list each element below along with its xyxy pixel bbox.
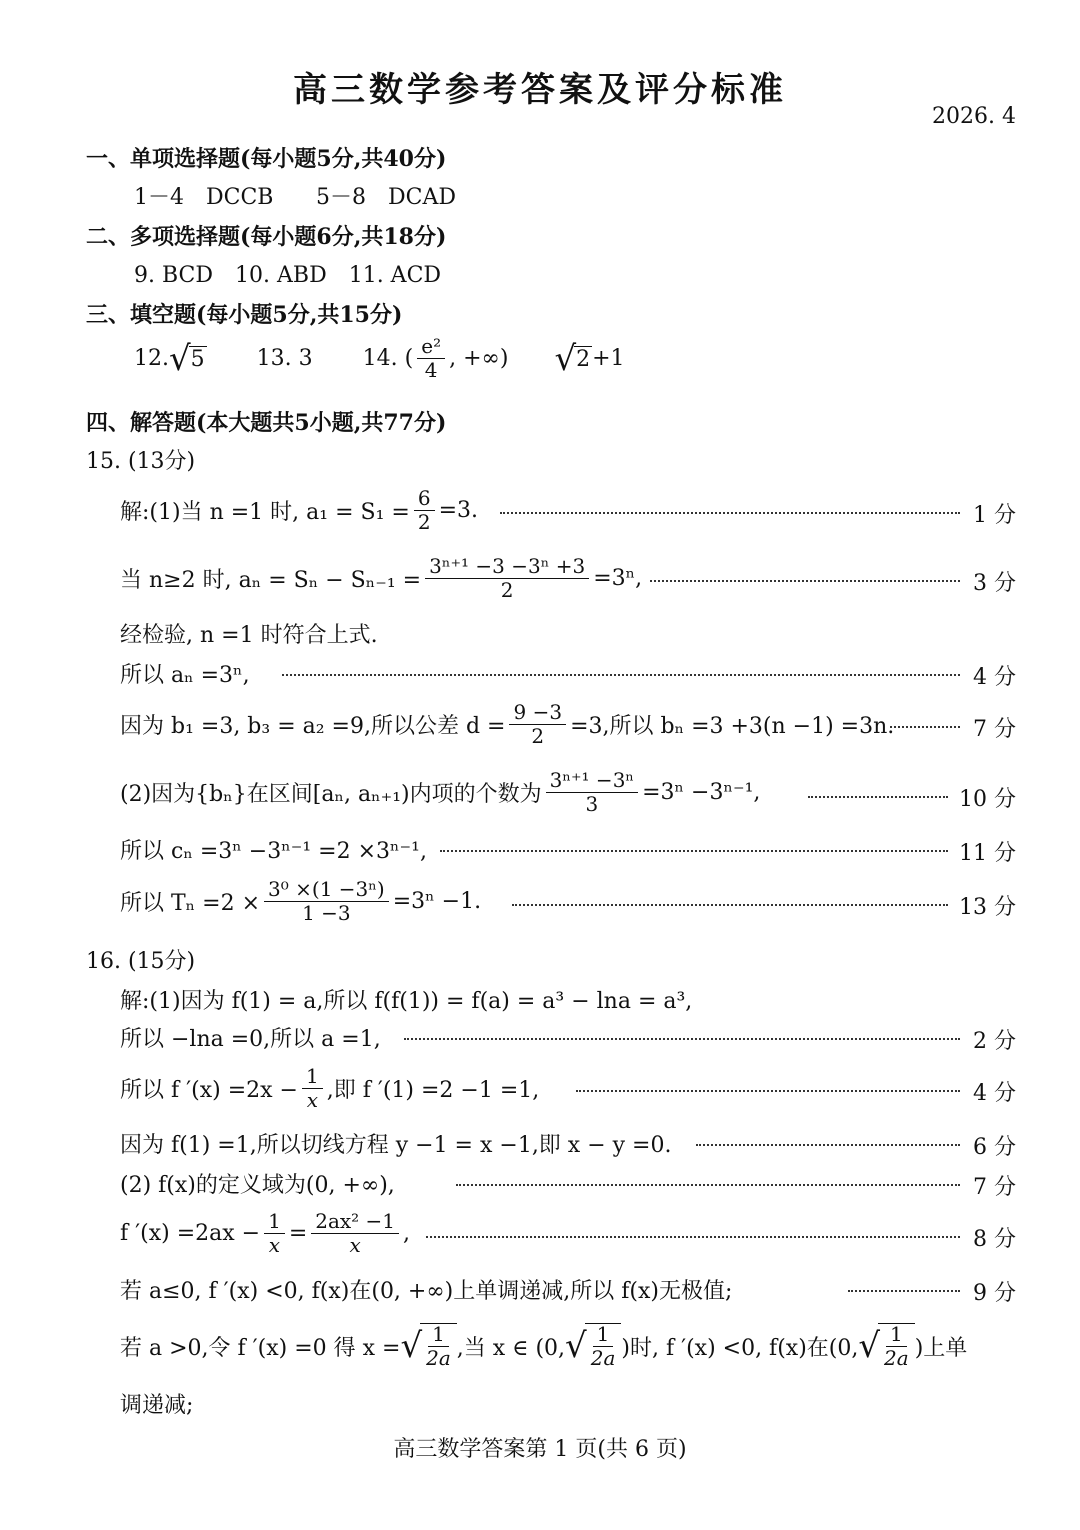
- q16-l6-fraction-1: [264, 1208, 285, 1257]
- q14-fraction: [417, 336, 445, 381]
- section-1-answers-a: 1－4 DCCB: [134, 185, 274, 210]
- q15-l8-fraction: [264, 876, 389, 925]
- q14-prefix: 14. (: [362, 346, 414, 371]
- q15-l2-post: =3ⁿ,: [593, 565, 643, 591]
- q15-l5-points: 7 分: [973, 717, 1016, 742]
- q15-header: 15. (13分): [86, 449, 196, 474]
- q16-l8-rad-den-3: 2a: [884, 1346, 909, 1370]
- q16-l8-rad-den-2: 2a: [590, 1346, 616, 1370]
- q16-l6-den2: x: [349, 1232, 361, 1257]
- q15-l1-fraction: [414, 485, 435, 534]
- q16-l4-points: 6 分: [973, 1135, 1016, 1160]
- exam-date: 2026. 4: [932, 104, 1016, 129]
- q15-l4-points: 4 分: [973, 665, 1016, 690]
- q15-l2-points: 3 分: [973, 571, 1016, 596]
- q15-l5-fraction: [509, 699, 566, 748]
- page-footer: 高三数学答案第 1 页(共 6 页): [393, 1437, 687, 1462]
- q16-l8-sqrt-3: √ $\frac{1}{2a}$: [858, 1323, 914, 1369]
- q15-l1-post: =3.: [438, 497, 478, 523]
- page-title: 高三数学参考答案及评分标准: [293, 70, 787, 110]
- leader-dots: [512, 904, 948, 906]
- section-4-heading: 四、解答题(本大题共5小题,共77分): [86, 410, 447, 436]
- q16-line-2: 所以 −lna =0,所以 a =1,: [120, 1027, 381, 1052]
- q14-numerator: e²: [417, 336, 445, 359]
- q16-l8-rad-num-2: 1: [593, 1324, 614, 1347]
- q15-l6-post: =3ⁿ −3ⁿ⁻¹,: [642, 779, 761, 805]
- q16-l5-points: 7 分: [973, 1175, 1016, 1200]
- q15-l2-den: 2: [500, 577, 514, 602]
- q15-l5-den: 2: [531, 723, 545, 748]
- leader-dots: [848, 1290, 960, 1292]
- q16-line-7: 若 a≤0, f ′(x) <0, f(x)在(0, +∞)上单调递减,所以 f(x)无极值;: [120, 1279, 733, 1304]
- q15-l1-num: 6: [414, 488, 435, 511]
- q15-l8-points: 13 分: [959, 895, 1016, 920]
- q15-l6-points: 10 分: [959, 787, 1016, 812]
- q15-line-1: [120, 484, 478, 536]
- q15-line-6: [120, 764, 760, 820]
- q16-l6-points: 8 分: [973, 1227, 1016, 1252]
- q16-l6-num1: 1: [264, 1211, 285, 1234]
- q16-l8-rad-den-1: 2a: [426, 1346, 451, 1370]
- leader-dots: [282, 674, 960, 676]
- q16-l8-rad-num-3: 1: [886, 1324, 907, 1347]
- q12-value: 5: [190, 346, 205, 372]
- q16-l6-num2: 2ax² −1: [311, 1211, 399, 1234]
- q15-line-2: [120, 550, 642, 606]
- section-1-answers-b: 5－8 DCAD: [316, 185, 456, 210]
- q16-l3-den: x: [306, 1087, 318, 1112]
- q16-line-3: [120, 1060, 539, 1116]
- leader-dots: [576, 1090, 960, 1092]
- q16-l8-sqrt-2: √ $\frac{1}{2a}$: [565, 1323, 621, 1369]
- q14b-suffix: +1: [592, 346, 625, 371]
- q16-line-4: 因为 f(1) =1,所以切线方程 y −1 = x −1,即 x − y =0.: [120, 1133, 672, 1158]
- q16-l6-den1: x: [268, 1232, 281, 1257]
- q15-l5-num: 9 −3: [509, 702, 566, 725]
- q16-l8-text-b: ,当 x ∈ (0,: [456, 1335, 566, 1361]
- q16-line-6: [120, 1204, 410, 1262]
- q16-line-1: 解:(1)因为 f(1) = a,所以 f(f(1)) = f(a) = a³ − lna = a³,: [120, 989, 693, 1014]
- q16-header: 16. (15分): [86, 949, 196, 974]
- section-2-heading: 二、多项选择题(每小题6分,共18分): [86, 224, 447, 250]
- q15-l2-num: 3ⁿ⁺¹ −3 −3ⁿ +3: [425, 556, 589, 579]
- q15-l8-den: 1 −3: [302, 900, 351, 925]
- q16-l3-post: ,即 f ′(1) =2 −1 =1,: [326, 1077, 540, 1103]
- q16-l8-text-a: 若 a >0,令 f ′(x) =0 得 x =: [120, 1335, 401, 1361]
- q15-line-7: 所以 cₙ =3ⁿ −3ⁿ⁻¹ =2 ×3ⁿ⁻¹,: [120, 839, 427, 864]
- q15-l5-post: =3,所以 bₙ =3 +3(n −1) =3n.: [570, 713, 895, 739]
- q15-l5-text: 因为 b₁ =3, b₃ = a₂ =9,所以公差 d =: [120, 713, 506, 739]
- section-3-heading: 三、填空题(每小题5分,共15分): [86, 302, 403, 328]
- q15-l8-post: =3ⁿ −1.: [392, 888, 482, 914]
- q16-l7-points: 9 分: [973, 1281, 1016, 1306]
- q15-l2-text: 当 n≥2 时, aₙ = Sₙ − Sₙ₋₁ =: [120, 567, 422, 593]
- q12-sqrt: √ 5: [169, 338, 205, 379]
- q16-l3-text: 所以 f ′(x) =2x −: [120, 1077, 298, 1103]
- q12-label: 12.: [134, 346, 169, 371]
- leader-dots: [808, 796, 948, 798]
- q15-line-3: 经检验, n =1 时符合上式.: [120, 623, 378, 648]
- section-2-answers: 9. BCD 10. ABD 11. ACD: [134, 263, 442, 288]
- q16-l6-mid: =: [288, 1220, 308, 1246]
- q15-l6-fraction: [546, 767, 638, 816]
- q15-l1-points: 1 分: [973, 503, 1016, 528]
- leader-dots: [696, 1144, 960, 1146]
- q14-denominator: 4: [424, 358, 438, 382]
- q16-l3-num: 1: [302, 1066, 323, 1089]
- q15-l7-points: 11 分: [959, 841, 1016, 866]
- q15-l2-fraction: [425, 553, 589, 602]
- q16-l8-rad-num-1: 1: [428, 1324, 449, 1347]
- q15-line-8: [120, 872, 481, 930]
- q16-l8-text-c: )时, f ′(x) <0, f(x)在(0,: [621, 1335, 859, 1361]
- leader-dots: [456, 1184, 960, 1186]
- q13-answer: 13. 3: [256, 346, 313, 371]
- q16-l6-text: f ′(x) =2ax −: [120, 1220, 261, 1246]
- q16-line-5: (2) f(x)的定义域为(0, +∞),: [120, 1173, 395, 1198]
- q15-l8-num: 3⁰ ×(1 −3ⁿ): [264, 879, 389, 902]
- leader-dots: [500, 512, 960, 514]
- q15-l6-text: (2)因为{bₙ}在区间[aₙ, aₙ₊₁)内项的个数为: [120, 781, 542, 807]
- q16-line-8: [120, 1316, 967, 1376]
- q16-l2-points: 2 分: [973, 1029, 1016, 1054]
- leader-dots: [650, 580, 960, 582]
- q16-l6-fraction-2: [311, 1208, 399, 1257]
- q15-l1-text: 解:(1)当 n =1 时, a₁ = S₁ =: [120, 499, 410, 525]
- q15-l6-den: 3: [585, 791, 599, 816]
- leader-dots: [404, 1038, 960, 1040]
- section-1-heading: 一、单项选择题(每小题5分,共40分): [86, 146, 447, 172]
- q15-l8-text: 所以 Tₙ =2 ×: [120, 890, 261, 916]
- q15-l6-num: 3ⁿ⁺¹ −3ⁿ: [546, 770, 638, 793]
- q15-l1-den: 2: [417, 509, 431, 534]
- q16-l3-fraction: [302, 1063, 323, 1112]
- q16-l3-points: 4 分: [973, 1081, 1016, 1106]
- q16-l6-post: ,: [403, 1220, 411, 1246]
- leader-dots: [426, 1236, 960, 1238]
- q15-line-5: [120, 696, 894, 752]
- q14-suffix: , +∞): [449, 346, 509, 371]
- leader-dots: [440, 850, 948, 852]
- q16-line-9: 调递减;: [120, 1393, 194, 1418]
- q15-line-4: 所以 aₙ =3ⁿ,: [120, 663, 250, 688]
- q16-l8-sqrt-1: √ $\frac{1}{2a}$: [400, 1323, 456, 1369]
- leader-dots: [890, 726, 960, 728]
- q14b-sqrt: √ 2: [554, 338, 591, 379]
- section-3-answers: [134, 336, 625, 381]
- q14b-value: 2: [576, 346, 591, 372]
- q16-l8-text-d: )上单: [914, 1335, 968, 1361]
